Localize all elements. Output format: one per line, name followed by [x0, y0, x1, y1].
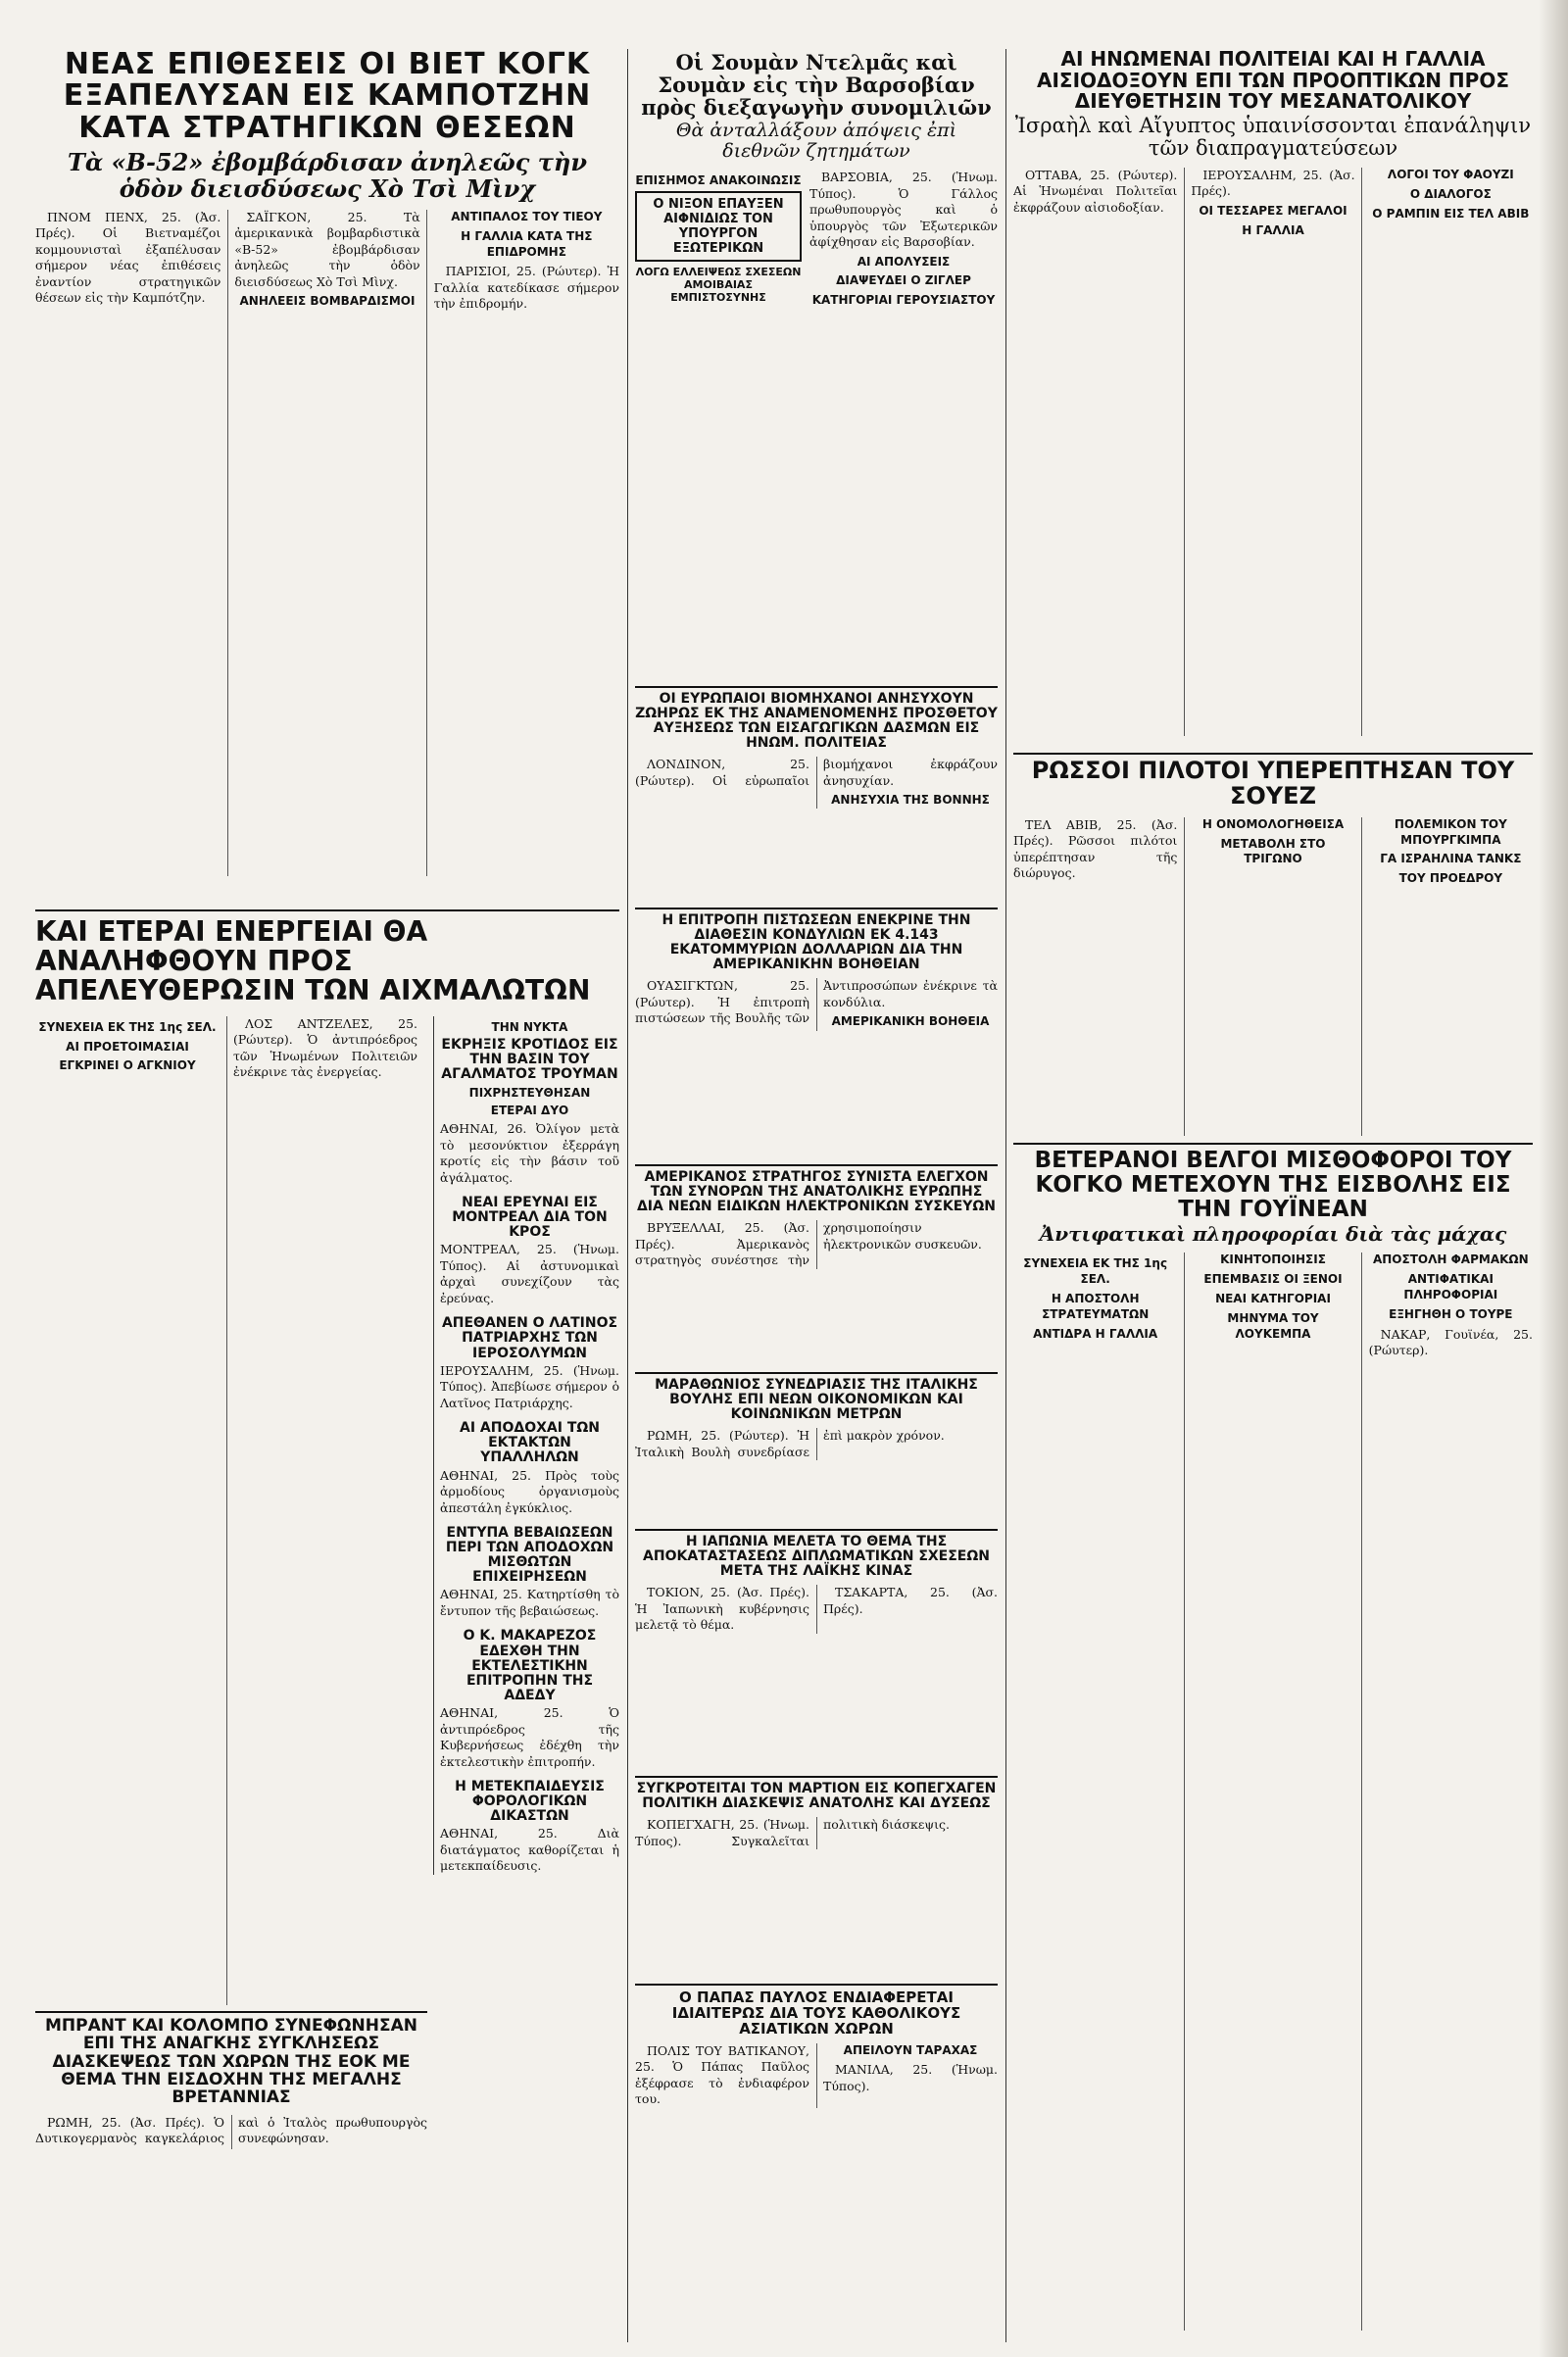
section-head: ΑΜΕΡΙΚΑΝΙΚΗ ΒΟΗΘΕΙΑ [831, 1014, 990, 1029]
divider [1013, 1143, 1533, 1145]
article-prisoners [35, 917, 619, 2005]
section-head: Η ΓΑΛΛΙΑ [1242, 222, 1304, 237]
section-head: ΣΥΝΕΧΕΙΑ ΕΚ ΤΗΣ 1ης ΣΕΛ. [38, 1019, 217, 1034]
section-head: ΑΠΟΣΤΟΛΗ ΦΑΡΜΑΚΩΝ [1372, 1252, 1529, 1267]
body-mideast [1013, 168, 1533, 736]
paragraph: ΑΘΗΝΑΙ, 25. Πρὸς τοὺς ἀρμοδίους ὀργανισμοὺς ἀπεστάλη ἐγκύκλιος. [440, 1467, 619, 1515]
paragraph: ΑΘΗΝΑΙ, 25. Διὰ διατάγματος καθορίζεται ἡ μετεκπαίδευσις. [440, 1826, 619, 1874]
paragraph: ΜΑΝΙΛΑ, 25. (Ἡνωμ. Τύπος). [823, 2062, 998, 2093]
section-head: ΑΝΗΛΕΕΙΣ ΒΟΜΒΑΡΔΙΣΜΟΙ [239, 294, 416, 309]
section-head: ΑΝΗΣΥΧΙΑ ΤΗΣ ΒΟΝΝΗΣ [831, 793, 990, 808]
headline-makarezos: Ο Κ. ΜΑΚΑΡΕΖΟΣ ΕΔΕΧΘΗ ΤΗΝ ΕΚΤΕΛΕΣΤΙΚΗΝ ΕΠΙΤΡΟΠΗΝ ΤΗΣ ΑΔΕΔΥ [463, 1628, 597, 1703]
article-industrialists [635, 692, 998, 903]
headline-copenhagen: ΣΥΓΚΡΟΤΕΙΤΑΙ ΤΟΝ ΜΑΡΤΙΟΝ ΕΙΣ ΚΟΠΕΓΧΑΓΕΝ ΠΟΛΙΤΙΚΗ ΔΙΑΣΚΕΨΙΣ ΑΝΑΤΟΛΗΣ ΚΑΙ ΔΥΣΕΩΣ [636, 1782, 997, 1812]
paragraph: ΠΟΛΙΣ ΤΟΥ ΒΑΤΙΚΑΝΟΥ, 25. Ὁ Πάπας Παῦλος ἐξέφρασε τὸ ἐνδιαφέρον του. [635, 2042, 809, 2107]
section-head: ΟΙ ΤΕΣΣΑΡΕΣ ΜΕΓΑΛΟΙ [1199, 203, 1348, 218]
subheadline-mercenaries: Ἀντιφατικαὶ πληροφορίαι διὰ τὰς μάχας [1039, 1222, 1507, 1247]
section-head: ΑΠΕΙΛΟΥΝ ΤΑΡΑΧΑΣ [843, 2042, 978, 2057]
article-schumann [635, 49, 998, 676]
headline-mideast: ΑΙ ΗΝΩΜΕΝΑΙ ΠΟΛΙΤΕΙΑΙ ΚΑΙ Η ΓΑΛΛΙΑ ΑΙΣΙΟΔΟΞΟΥΝ ΕΠΙ ΤΩΝ ΠΡΟΟΠΤΙΚΩΝ ΠΡΟΣ ΔΙΕΥΘΕΤΗΣΙΝ ΤΟΥ ΜΕΣΑΝΑΤΟΛΙΚΟΥ [1037, 49, 1509, 114]
body-credits [635, 978, 998, 1030]
divider [635, 908, 998, 909]
body-general [635, 1220, 998, 1269]
section-head: ΜΕΤΑΒΟΛΗ ΣΤΟ ΤΡΙΓΩΝΟ [1220, 836, 1326, 866]
paragraph: ΠΝΟΜ ΠΕΝΧ, 25. (Ἀσ. Πρές). Οἱ Βιετναμέζοι κομμουνισταὶ ἐξαπέλυσαν σήμερον νέας ἐπιθέσεις ἐναντίον στρατηγικῶν θέσεων εἰς τὴν Καμπότζην. [35, 209, 221, 306]
article-italy [635, 1378, 998, 1525]
section-head: ΚΑΤΗΓΟΡΙΑΙ ΓΕΡΟΥΣΙΑΣΤΟΥ [811, 293, 996, 308]
body-brandt [35, 2115, 427, 2149]
divider [635, 686, 998, 688]
headline-nixon: Ο ΝΙΞΟΝ ΕΠΑΥΞΕΝ ΑΙΦΝΙΔΙΩΣ ΤΟΝ ΥΠΟΥΡΓΟΝ ΕΞΩΤΕΡΙΚΩΝ [653, 197, 784, 257]
kicker: ΛΟΓΩ ΕΛΛΕΙΨΕΩΣ ΣΧΕΣΕΩΝ ΑΜΟΙΒΑΙΑΣ ΕΜΠΙΣΤΟΣΥΝΗΣ [635, 266, 802, 305]
section-head: ΓΑ ΙΣΡΑΗΛΙΝΑ ΤΑΝΚΣ [1380, 852, 1522, 866]
paragraph: ΡΩΜΗ, 25. (Ρώυτερ). Ἡ Ἰταλικὴ Βουλὴ συνεδρίασε ἐπὶ μακρὸν χρόνον. [635, 1428, 945, 1459]
article-mercenaries [1013, 1149, 1533, 2344]
body-prisoners [35, 1016, 417, 2005]
paragraph: ΟΤΤΑΒΑ, 25. (Ρώυτερ). Αἱ Ἡνωμέναι Πολιτεῖαι ἐκφράζουν αἰσιοδοξίαν. [1013, 167, 1178, 215]
kicker: ΕΤΕΡΑΙ ΔΥΟ [490, 1104, 569, 1118]
paragraph: ΟΥΑΣΙΓΚΤΩΝ, 25. (Ρώυτερ). Ἡ ἐπιτροπὴ πιστώσεων τῆς Βουλῆς τῶν Ἀντιπροσώπων ἐνέκρινε τὰ κονδύλια. [635, 978, 998, 1026]
section-head: ΑΝΤΙΠΑΛΟΣ ΤΟΥ ΤΙΕΟΥ [451, 209, 603, 223]
headline-pilots: ΡΩΣΣΟΙ ΠΙΛΟΤΟΙ ΥΠΕΡΕΠΤΗΣΑΝ ΤΟΥ ΣΟΥΕΖ [1031, 759, 1515, 810]
article-brandt [35, 2017, 427, 2340]
headline-credits: Η ΕΠΙΤΡΟΠΗ ΠΙΣΤΩΣΕΩΝ ΕΝΕΚΡΙΝΕ ΤΗΝ ΔΙΑΘΕΣΙΝ ΚΟΝΔΥΛΙΩΝ ΕΚ 4.143 ΕΚΑΤΟΜΜΥΡΙΩΝ ΔΟΛΛΑΡΙΩΝ ΔΙΑ ΤΗΝ ΑΜΕΡΙΚΑΝΙΚΗΝ ΒΟΗΘΕΙΑΝ [662, 913, 971, 973]
section-head: ΕΠΕΜΒΑΣΙΣ ΟΙ ΞΕΝΟΙ [1203, 1272, 1343, 1287]
divider [635, 1529, 998, 1531]
article-japan [635, 1535, 998, 1770]
section-head: ΜΗΝΥΜΑ ΤΟΥ ΛΟΥΚΕΜΠΑ [1227, 1310, 1319, 1341]
divider [635, 1776, 998, 1778]
divider [635, 1984, 998, 1986]
divider [1013, 753, 1533, 755]
headline-mercenaries: ΒΕΤΕΡΑΝΟΙ ΒΕΛΓΟΙ ΜΙΣΘΟΦΟΡΟΙ ΤΟΥ ΚΟΓΚΟ ΜΕΤΕΧΟΥΝ ΤΗΣ ΕΙΣΒΟΛΗΣ ΕΙΣ ΤΗΝ ΓΟΥΪΝΕΑΝ [1034, 1149, 1512, 1222]
paragraph: ΣΑΪΓΚΟΝ, 25. Τὰ ἀμερικανικὰ βομβαρδιστικὰ «Β-52» ἐβομβάρδισαν ἀνηλεῶς τὴν ὁδὸν διεισδύσεως Χὸ Τσὶ Μὶνχ. [234, 209, 420, 289]
divider [35, 909, 619, 911]
section-head: ΑΝΤΙΦΑΤΙΚΑΙ ΠΛΗΡΟΦΟΡΙΑΙ [1403, 1272, 1498, 1302]
article-credits [635, 913, 998, 1158]
paragraph: ΒΡΥΞΕΛΛΑΙ, 25. (Ἀσ. Πρές). Ἀμερικανὸς στρατηγὸς συνέστησε τὴν χρησιμοποίησιν ἠλεκτρονικῶν συσκευῶν. [635, 1220, 982, 1268]
short-articles-column [433, 1016, 619, 1875]
subheadline-schumann: Θὰ ἀνταλλάξουν ἀπόψεις ἐπὶ διεθνῶν ζητημάτων [675, 120, 957, 163]
body-japan [635, 1585, 998, 1634]
article-copenhagen [635, 1782, 998, 1978]
paragraph: ΑΘΗΝΑΙ, 25. Ὁ ἀντιπρόεδρος τῆς Κυβερνήσεως ἐδέχθη τὴν ἐκτελεστικὴν ἐπιτροπήν. [440, 1705, 619, 1769]
section-head: Ο ΡΑΜΠΙΝ ΕΙΣ ΤΕΛ ΑΒΙΒ [1372, 206, 1530, 221]
headline-truman: ΕΚΡΗΞΙΣ ΚΡΟΤΙΔΟΣ ΕΙΣ ΤΗΝ ΒΑΣΙΝ ΤΟΥ ΑΓΑΛΜΑΤΟΣ ΤΡΟΥΜΑΝ [441, 1036, 618, 1082]
paragraph: ΛΟΣ ΑΝΤΖΕΛΕΣ, 25. (Ρώυτερ). Ὁ ἀντιπρόεδρος τῶν Ἡνωμένων Πολιτειῶν ἐνέκρινε τὰς ἐνεργείας. [233, 1015, 417, 1080]
article-general [635, 1170, 998, 1366]
headline-prisoners: ΚΑΙ ΕΤΕΡΑΙ ΕΝΕΡΓΕΙΑΙ ΘΑ ΑΝΑΛΗΦΘΟΥΝ ΠΡΟΣ ΑΠΕΛΕΥΘΕΡΩΣΙΝ ΤΩΝ ΑΙΧΜΑΛΩΤΩΝ [35, 917, 591, 1007]
paragraph: ΠΑΡΙΣΙΟΙ, 25. (Ρώυτερ). Ἡ Γαλλία κατεδίκασε σήμερον τὴν ἐπιδρομήν. [433, 264, 619, 312]
paragraph: ΙΕΡΟΥΣΑΛΗΜ, 25. (Ἀσ. Πρές). [1191, 167, 1355, 199]
section-head: Η ΓΑΛΛΙΑ ΚΑΤΑ ΤΗΣ ΕΠΙΔΡΟΜΗΣ [461, 228, 593, 259]
body-copenhagen [635, 1817, 998, 1849]
section-head: ΕΓΚΡΙΝΕΙ Ο ΑΓΚΝΙΟΥ [59, 1058, 196, 1073]
nixon-box [635, 191, 802, 262]
article-vietcong [35, 49, 619, 902]
paragraph: ΜΟΝΤΡΕΑΛ, 25. (Ἡνωμ. Τύπος). Αἱ ἀστυνομικαὶ ἀρχαὶ συνεχίζουν τὰς ἐρεύνας. [440, 1242, 619, 1305]
section-head: ΤΟΥ ΠΡΟΕΔΡΟΥ [1398, 871, 1503, 886]
body-pilots [1013, 817, 1533, 1136]
paragraph: ΤΕΛ ΑΒΙΒ, 25. (Ἀσ. Πρές). Ρῶσσοι πιλότοι ὑπερέπτησαν τῆς διώρυγος. [1013, 816, 1178, 881]
body-schumann [809, 170, 998, 313]
divider [635, 1164, 998, 1166]
headline-industrialists: ΟΙ ΕΥΡΩΠΑΙΟΙ ΒΙΟΜΗΧΑΝΟΙ ΑΝΗΣΥΧΟΥΝ ΖΩΗΡΩΣ ΕΚ ΤΗΣ ΑΝΑΜΕΝΟΜΕΝΗΣ ΠΡΟΣΘΕΤΟΥ ΑΥΞΗΣΕΩΣ ΤΩΝ ΕΙΣΑΓΩΓΙΚΩΝ ΔΑΣΜΩΝ ΕΙΣ ΗΝΩΜ. ΠΟΛΙΤΕΙΑΣ [635, 692, 998, 752]
section-head: ΝΕΑΙ ΚΑΤΗΓΟΡΙΑΙ [1215, 1292, 1331, 1306]
column-divider [1005, 49, 1006, 2342]
paragraph: ΒΑΡΣΟΒΙΑ, 25. (Ἡνωμ. Τύπος). Ὁ Γάλλος πρωθυπουργὸς καὶ ὁ ὑπουργὸς τῶν Ἐξωτερικῶν ἀφίχθησαν εἰς Βαρσοβίαν. [809, 170, 998, 250]
section-head: ΑΙ ΠΡΟΕΤΟΙΜΑΣΙΑΙ [66, 1039, 189, 1054]
headline-patriarch: ΑΠΕΘΑΝΕΝ Ο ΛΑΤΙΝΟΣ ΠΑΤΡΙΑΡΧΗΣ ΤΩΝ ΙΕΡΟΣΟΛΥΜΩΝ [441, 1315, 618, 1361]
paragraph: ΑΘΗΝΑΙ, 25. Κατηρτίσθη τὸ ἔντυπον τῆς βεβαιώσεως. [440, 1587, 619, 1618]
kicker: ΠΙΧΡΗΣΤΕΥΘΗΣΑΝ [468, 1086, 591, 1101]
subheadline-vietcong: Τὰ «Β-52» ἐβομβάρδισαν ἀνηλεῶς τὴν ὁδὸν διεισδύσεως Χὸ Τσὶ Μὶνχ [67, 148, 587, 203]
kicker: ΤΗΝ ΝΥΚΤΑ [491, 1019, 568, 1034]
paragraph: ΤΟΚΙΟΝ, 25. (Ἀσ. Πρές). Ἡ Ἰαπωνικὴ κυβέρνησις μελετᾷ τὸ θέμα. [635, 1585, 809, 1633]
headline-schumann: Οἱ Σουμὰν Ντελμᾶς καὶ Σουμὰν εἰς τὴν Βαρσοβίαν πρὸς διεξαγωγὴν συνομιλιῶν [641, 50, 992, 121]
paragraph: ΝΑΚΑΡ, Γουϊνέα, 25. (Ρώυτερ). [1368, 1326, 1533, 1358]
section-head: ΕΞΗΓΗΘΗ Ο ΤΟΥΡΕ [1389, 1306, 1513, 1321]
headline-italy: ΜΑΡΑΘΩΝΙΟΣ ΣΥΝΕΔΡΙΑΣΙΣ ΤΗΣ ΙΤΑΛΙΚΗΣ ΒΟΥΛΗΣ ΕΠΙ ΝΕΩΝ ΟΙΚΟΝΟΜΙΚΩΝ ΚΑΙ ΚΟΙΝΩΝΙΚΩΝ ΜΕΤΡΩΝ [655, 1378, 978, 1423]
headline-pope: Ο ΠΑΠΑΣ ΠΑΥΛΟΣ ΕΝΔΙΑΦΕΡΕΤΑΙ ΙΔΙΑΙΤΕΡΩΣ ΔΙΑ ΤΟΥΣ ΚΑΘΟΛΙΚΟΥΣ ΑΣΙΑΤΙΚΩΝ ΧΩΡΩΝ [671, 1989, 961, 2038]
paragraph: ΡΩΜΗ, 25. (Ἀσ. Πρές). Ὁ Δυτικογερμανὸς καγκελάριος καὶ ὁ Ἰταλὸς πρωθυπουργὸς συνεφώνησαν. [35, 2114, 427, 2146]
kicker: ΕΠΙΣΗΜΟΣ ΑΝΑΚΟΙΝΩΣΙΣ [635, 173, 802, 188]
divider [35, 2011, 427, 2013]
section-head: ΑΙ ΑΠΟΛΥΣΕΙΣ [857, 254, 951, 269]
section-head: ΚΙΝΗΤΟΠΟΙΗΣΙΣ [1220, 1252, 1326, 1267]
section-head: ΣΥΝΕΧΕΙΑ ΕΚ ΤΗΣ 1ης ΣΕΛ. [1023, 1256, 1168, 1287]
subheadline-mideast: Ἰσραὴλ καὶ Αἴγυπτος ὑπαινίσσονται ἐπανάληψιν τῶν διαπραγματεύσεων [1014, 113, 1532, 160]
article-mideast [1013, 49, 1533, 745]
paragraph: ΛΟΝΔΙΝΟΝ, 25. (Ρώυτερ). Οἱ εὐρωπαῖοι βιομήχανοι ἐκφράζουν ἀνησυχίαν. [635, 757, 998, 788]
paragraph: ΑΘΗΝΑΙ, 26. Ὀλίγον μετὰ τὸ μεσονύκτιον ἐξερράγη κροτίς εἰς τὴν βάσιν τοῦ ἀγάλματος. [440, 1121, 619, 1185]
headline-salaries: ΑΙ ΑΠΟΔΟΧΑΙ ΤΩΝ ΕΚΤΑΚΤΩΝ ΥΠΑΛΛΗΛΩΝ [460, 1420, 600, 1466]
headline-general: ΑΜΕΡΙΚΑΝΟΣ ΣΤΡΑΤΗΓΟΣ ΣΥΝΙΣΤΑ ΕΛΕΓΧΟΝ ΤΩΝ ΣΥΝΟΡΩΝ ΤΗΣ ΑΝΑΤΟΛΙΚΗΣ ΕΥΡΩΠΗΣ ΔΙΑ ΝΕΩΝ ΕΙΔΙΚΩΝ ΗΛΕΚΤΡΟΝΙΚΩΝ ΣΥΣΚΕΥΩΝ [636, 1170, 997, 1215]
paragraph: ΙΕΡΟΥΣΑΛΗΜ, 25. (Ἡνωμ. Τύπος). Ἀπεβίωσε σήμερον ὁ Λατῖνος Πατριάρχης. [440, 1362, 619, 1410]
section-head: ΠΟΛΕΜΙΚΟΝ ΤΟΥ ΜΠΟΥΡΓΚΙΜΠΑ [1394, 816, 1507, 847]
section-head: Ο ΔΙΑΛΟΓΟΣ [1409, 186, 1492, 201]
divider [635, 1372, 998, 1374]
section-head: ΛΟΓΟΙ ΤΟΥ ΦΑΟΥΖΙ [1387, 167, 1514, 181]
column-divider [627, 49, 628, 2342]
section-head: Η ΟΝΟΜΟΛΟΓΗΘΕΙΣΑ [1201, 816, 1345, 831]
section-head: ΑΝΤΙΔΡΑ Η ΓΑΛΛΙΑ [1033, 1326, 1158, 1341]
section-head: Η ΑΠΟΣΤΟΛΗ ΣΤΡΑΤΕΥΜΑΤΩΝ [1042, 1292, 1150, 1321]
headline-vietcong: ΝΕΑΣ ΕΠΙΘΕΣΕΙΣ ΟΙ ΒΙΕΤ ΚΟΓΚ ΕΞΑΠΕΛΥΣΑΝ ΕΙΣ ΚΑΜΠΟΤΖΗΝ ΚΑΤΑ ΣΤΡΑΤΗΓΙΚΩΝ ΘΕΣΕΩΝ [63, 49, 592, 145]
body-pope [635, 2043, 998, 2108]
headline-courts: Η ΜΕΤΕΚΠΑΙΔΕΥΣΙΣ ΦΟΡΟΛΟΓΙΚΩΝ ΔΙΚΑΣΤΩΝ [455, 1779, 605, 1825]
body-industrialists [635, 757, 998, 809]
paragraph: ΤΣΑΚΑΡΤΑ, 25. (Ἀσ. Πρές). [823, 1585, 998, 1616]
scan-edge-shadow [1539, 0, 1568, 2357]
paragraph: ΚΟΠΕΓΧΑΓΗ, 25. (Ἡνωμ. Τύπος). Συγκαλεῖται πολιτικὴ διάσκεψις. [635, 1817, 951, 1848]
article-pilots [1013, 759, 1533, 1136]
body-italy [635, 1428, 998, 1460]
body-mercenaries [1013, 1252, 1533, 2331]
article-pope [635, 1989, 998, 2342]
body-vietcong [35, 210, 619, 876]
headline-brandt: ΜΠΡΑΝΤ ΚΑΙ ΚΟΛΟΜΠΟ ΣΥΝΕΦΩΝΗΣΑΝ ΕΠΙ ΤΗΣ ΑΝΑΓΚΗΣ ΣΥΓΚΛΗΣΕΩΣ ΔΙΑΣΚΕΨΕΩΣ ΤΩΝ ΧΩΡΩΝ ΤΗΣ ΕΟΚ ΜΕ ΘΕΜΑ ΤΗΝ ΕΙΣΔΟΧΗΝ ΤΗΣ ΜΕΓΑΛΗΣ ΒΡΕΤΑΝΝΙΑΣ [45, 2017, 417, 2108]
headline-japan: Η ΙΑΠΩΝΙΑ ΜΕΛΕΤΑ ΤΟ ΘΕΜΑ ΤΗΣ ΑΠΟΚΑΤΑΣΤΑΣΕΩΣ ΔΙΠΛΩΜΑΤΙΚΩΝ ΣΧΕΣΕΩΝ ΜΕΤΑ ΤΗΣ ΛΑΪΚΗΣ ΚΙΝΑΣ [643, 1535, 990, 1580]
headline-certificates: ΕΝΤΥΠΑ ΒΕΒΑΙΩΣΕΩΝ ΠΕΡΙ ΤΩΝ ΑΠΟΔΟΧΩΝ ΜΙΣΘΩΤΩΝ ΕΠΙΧΕΙΡΗΣΕΩΝ [445, 1525, 614, 1586]
headline-montreal: ΝΕΑΙ ΕΡΕΥΝΑΙ ΕΙΣ ΜΟΝΤΡΕΑΛ ΔΙΑ ΤΟΝ ΚΡΟΣ [452, 1195, 608, 1241]
section-head: ΔΙΑΨΕΥΔΕΙ Ο ΖΙΓΛΕΡ [836, 273, 971, 288]
